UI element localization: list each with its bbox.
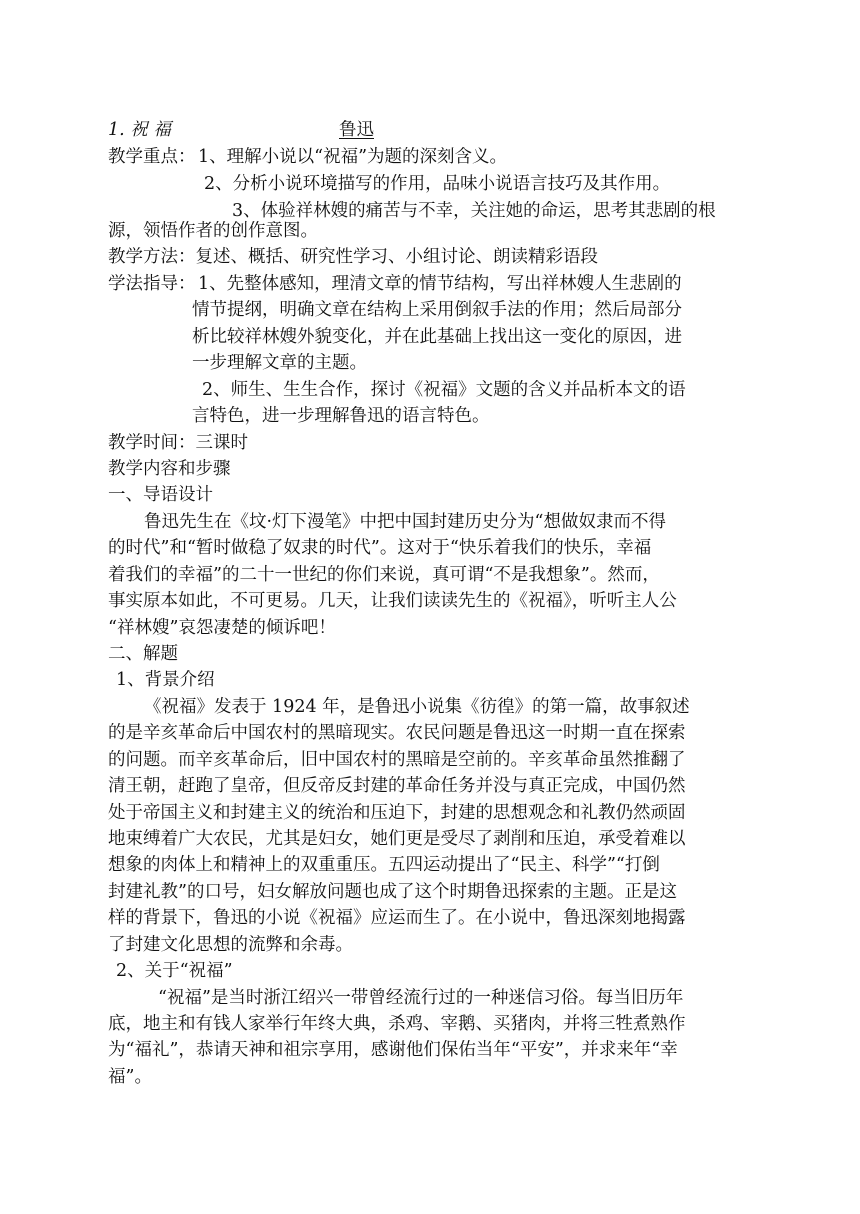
subsection-heading: 2、关于“祝福” <box>116 961 233 981</box>
paragraph-line: “祥林嫂”哀怨凄楚的倾诉吧！ <box>108 618 336 638</box>
section-heading: 二、解题 <box>108 644 178 664</box>
study-guide-line: 言特色，进一步理解鲁迅的语言特色。 <box>192 406 490 426</box>
lesson-title-text: 1. 祝 福 <box>108 120 171 140</box>
paragraph-line: 事实原本如此，不可更易。几天，让我们读读先生的《祝福》，听听主人公 <box>108 591 677 611</box>
lesson-author <box>198 116 374 144</box>
teaching-method: 教学方法：复述、概括、研究性学习、小组讨论、朗读精彩语段 <box>108 247 598 267</box>
paragraph-line: 地束缚着广大农民，尤其是妇女，她们更是受尽了剥削和压迫，承受着难以 <box>108 829 686 849</box>
author-name: 鲁迅 <box>339 120 374 140</box>
subsection-heading: 1、背景介绍 <box>116 670 215 690</box>
paragraph-line: 的时代”和“暂时做稳了奴隶的时代”。这对于“快乐着我们的快乐，幸福 <box>108 538 652 558</box>
teaching-focus-item: 1、理解小说以“祝福”为题的深刻含义。 <box>198 147 508 167</box>
paragraph-line: “祝福”是当时浙江绍兴一带曾经流行过的一种迷信习俗。每当旧历年 <box>158 988 684 1008</box>
study-guide-line: 2、师生、生生合作，探讨《祝福》文题的含义并品析本文的语 <box>202 380 686 400</box>
study-guide-line: 一步理解文章的主题。 <box>192 353 367 373</box>
teaching-focus-item: 3、体验祥林嫂的痛苦与不幸，关注她的命运，思考其悲剧的根 <box>232 201 716 221</box>
study-guide-line: 1、先整体感知，理清文章的情节结构，写出祥林嫂人生悲剧的 <box>198 274 682 294</box>
paragraph-line: 的是辛亥革命后中国农村的黑暗现实。农民问题是鲁迅这一时期一直在探索 <box>108 723 686 743</box>
paragraph-line: 想象的肉体上和精神上的双重重压。五四运动提出了“民主、科学”“打倒 <box>108 855 660 875</box>
paragraph-line: 底，地主和有钱人家举行年终大典，杀鸡、宰鹅、买猪肉，并将三牲煮熟作 <box>108 1014 686 1034</box>
paragraph-line: 的问题。而辛亥革命后，旧中国农村的黑暗是空前的。辛亥革命虽然推翻了 <box>108 750 686 770</box>
content-heading: 教学内容和步骤 <box>108 459 231 479</box>
study-guide-line: 析比较祥林嫂外貌变化，并在此基础上找出这一变化的原因，进 <box>192 327 682 347</box>
paragraph-line: 清王朝，赶跑了皇帝，但反帝反封建的革命任务并没与真正完成，中国仍然 <box>108 776 686 796</box>
section-heading: 一、导语设计 <box>108 485 213 505</box>
paragraph-line: 样的背景下，鲁迅的小说《祝福》应运而生了。在小说中，鲁迅深刻地揭露 <box>108 908 686 928</box>
lesson-title <box>108 116 171 144</box>
paragraph-line: 处于帝国主义和封建主义的统治和压迫下，封建的思想观念和礼教仍然顽固 <box>108 803 686 823</box>
paragraph-line: 了封建文化思想的流弊和余毒。 <box>108 935 353 955</box>
paragraph-line: 《祝福》发表于 1924 年，是鲁迅小说集《彷徨》的第一篇，故事叙述 <box>144 697 690 717</box>
teaching-focus-item-continued: 源，领悟作者的创作意图。 <box>108 221 318 241</box>
paragraph-line: 福”。 <box>108 1067 152 1087</box>
paragraph-line: 为“福礼”，恭请天神和祖宗享用，感谢他们保佑当年“平安”，并求来年“幸 <box>108 1040 678 1060</box>
study-guide-label: 学法指导： <box>108 274 196 294</box>
paragraph-line: 着我们的幸福”的二十一世纪的你们来说，真可谓“不是我想象”。然而， <box>108 565 660 585</box>
paragraph-line: 鲁迅先生在《坟·灯下漫笔》中把中国封建历史分为“想做奴隶而不得 <box>144 512 667 532</box>
teaching-focus-item: 2、分析小说环境描写的作用，品味小说语言技巧及其作用。 <box>204 174 671 194</box>
teaching-time: 教学时间：三课时 <box>108 433 248 453</box>
paragraph-line: 封建礼教”的口号，妇女解放问题也成了这个时期鲁迅探索的主题。正是这 <box>108 882 677 902</box>
study-guide-line: 情节提纲，明确文章在结构上采用倒叙手法的作用；然后局部分 <box>192 300 682 320</box>
teaching-focus-label: 教学重点： <box>108 147 196 167</box>
